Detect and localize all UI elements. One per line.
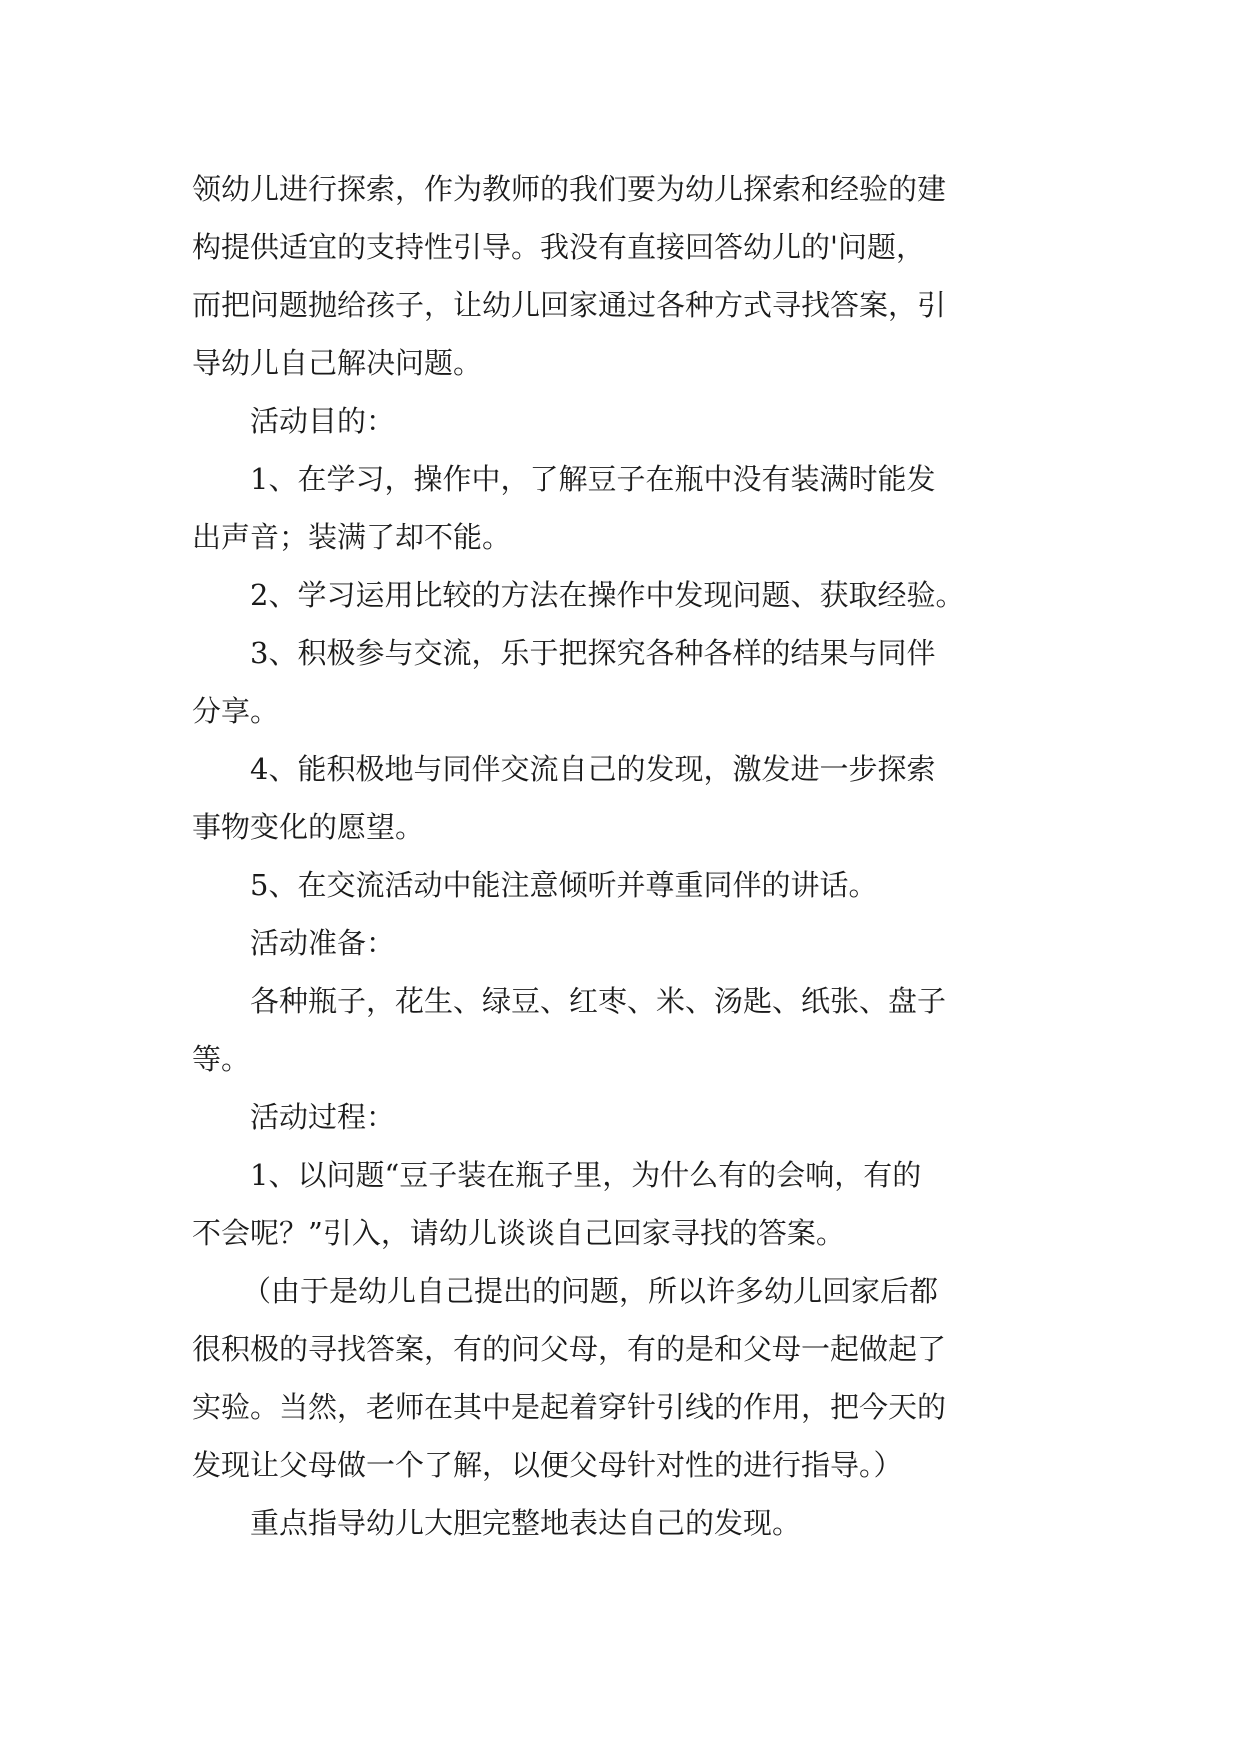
process-note: （由于是幼儿自己提出的问题，所以许多幼儿回家后都 (242, 1274, 939, 1308)
paragraph-line: 等。 (192, 1042, 251, 1076)
paragraph-line: 很积极的寻找答案，有的问父母，有的是和父母一起做起了 (192, 1332, 947, 1366)
paragraph-line: 出声音；装满了却不能。 (192, 520, 512, 554)
preparation-text: 各种瓶子，花生、绿豆、红枣、米、汤匙、纸张、盘子 (250, 984, 947, 1018)
paragraph-line: 构提供适宜的支持性引导。我没有直接回答幼儿的'问题， (192, 230, 925, 264)
paragraph-line: 领幼儿进行探索，作为教师的我们要为幼儿探索和经验的建 (192, 172, 947, 206)
objective-item: 3、积极参与交流，乐于把探究各种各样的结果与同伴 (250, 636, 936, 670)
objective-item: 5、在交流活动中能注意倾听并尊重同伴的讲话。 (250, 868, 878, 902)
paragraph-line: 发现让父母做一个了解，以便父母针对性的进行指导。） (192, 1448, 903, 1482)
paragraph-line: 事物变化的愿望。 (192, 810, 425, 844)
objective-item: 4、能积极地与同伴交流自己的发现，激发进一步探索 (250, 752, 936, 786)
paragraph-line: 分享。 (192, 694, 280, 728)
paragraph-line: 而把问题抛给孩子，让幼儿回家通过各种方式寻找答案，引 (192, 288, 947, 322)
process-step: 1、以问题“豆子装在瓶子里，为什么有的会响，有的 (250, 1158, 922, 1192)
paragraph-line: 导幼儿自己解决问题。 (192, 346, 483, 380)
section-heading-process: 活动过程： (250, 1100, 396, 1134)
paragraph-line: 不会呢？”引入，请幼儿谈谈自己回家寻找的答案。 (192, 1216, 845, 1250)
paragraph-line: 实验。当然，老师在其中是起着穿针引线的作用，把今天的 (192, 1390, 947, 1424)
section-heading-objectives: 活动目的： (250, 404, 396, 438)
process-emphasis: 重点指导幼儿大胆完整地表达自己的发现。 (250, 1506, 802, 1540)
objective-item: 1、在学习，操作中，了解豆子在瓶中没有装满时能发 (250, 462, 936, 496)
document-body (192, 160, 1052, 1552)
section-heading-preparation: 活动准备： (250, 926, 396, 960)
objective-item: 2、学习运用比较的方法在操作中发现问题、获取经验。 (250, 578, 965, 612)
